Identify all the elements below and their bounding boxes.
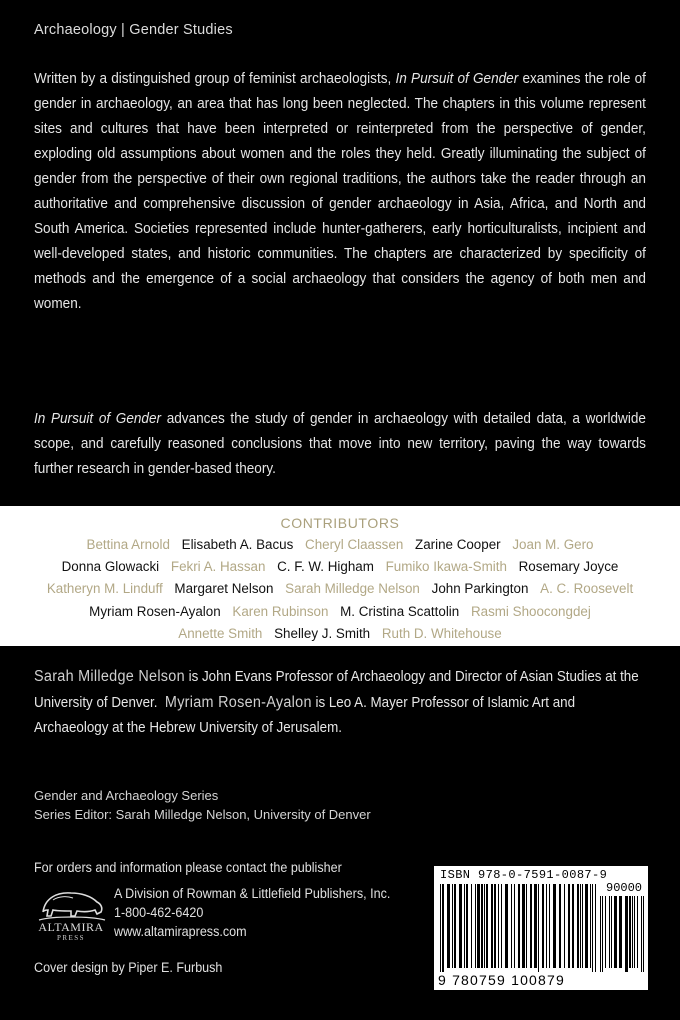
description-paragraph-1: [34, 67, 646, 317]
barcode-bar: [641, 896, 642, 972]
contributor: Myriam Rosen-Ayalon: [89, 603, 221, 619]
barcode-bar: [553, 884, 556, 968]
contributors-row-4: [0, 601, 680, 623]
contributors-row-2: [0, 556, 680, 578]
barcode-bar: [542, 884, 544, 968]
contributor: Ruth D. Whitehouse: [381, 625, 502, 641]
barcode-bar: [486, 884, 488, 968]
barcode-bar: [614, 896, 617, 968]
barcode-bar: [625, 896, 628, 972]
barcode-bar: [471, 884, 472, 968]
barcode-bar: [494, 884, 496, 968]
publisher-info: [114, 884, 390, 941]
barcode-bar: [498, 884, 499, 968]
barcode-bar: [475, 884, 476, 968]
contributor: Zarine Cooper: [415, 537, 501, 552]
publisher-phone: 1-800-462-6420: [114, 905, 204, 920]
contributor: Bettina Arnold: [86, 537, 170, 552]
cover-design-credit: Cover design by Piper E. Furbush: [34, 960, 223, 975]
book-title-italic-2: In Pursuit of Gender: [34, 411, 162, 427]
editors-bio: [34, 664, 648, 741]
contributor: Sarah Milledge Nelson: [285, 581, 420, 597]
contributor: Joan M. Gero: [512, 537, 594, 552]
isbn-number: ISBN 978-0-7591-0087-9: [440, 868, 608, 882]
barcode-bar: [582, 884, 583, 968]
bison-icon: [33, 884, 109, 924]
barcode-bar: [459, 884, 462, 968]
contributor: John Parkington: [431, 581, 529, 597]
description-body: examines the role of gender in archaeology, an area that has long been neglected. The chapters in this volume represent sites and cultures that have been interpreted or reinterpreted from the perspective of gender, exploding old assumptions about women and the roles they held. Greatly illuminating the subject of gender from the perspective of their own regional traditions, the authors take the reader through an authoritative and comprehensive discussion of gender archaeology in Asia, Africa, and North and South America. Societies represented include hunter-gatherers, early horticulturalists, incipient and well-developed states, and historic communities. The chapters are characterized by specificity of methods and the emergence of a social archaeology that considers the agency of both men and women.: [34, 71, 646, 312]
barcode-bar: [501, 884, 502, 968]
barcode-bar: [454, 884, 456, 968]
barcode-bar: [505, 884, 508, 968]
barcode-bar: [518, 884, 520, 968]
barcode-bar: [559, 884, 561, 968]
barcode-bar: [600, 896, 601, 972]
barcode-bar: [605, 896, 606, 968]
category-label: Archaeology | Gender Studies: [34, 22, 233, 38]
barcode-digits: 9 780759 100879: [438, 972, 565, 988]
barcode-bar: [611, 896, 612, 968]
barcode-bar: [564, 884, 565, 968]
barcode-bar: [634, 896, 635, 968]
editor-bio-2: is Leo A. Mayer Professor of Islamic Art and Archaeology at the Hebrew University of Jerusalem.: [34, 695, 576, 736]
barcode-bar: [464, 884, 465, 968]
contributor: Margaret Nelson: [174, 581, 274, 597]
isbn-barcode: [434, 866, 648, 990]
barcode-bar: [530, 884, 532, 968]
barcode-bar: [590, 884, 591, 968]
price-barcode-bars: [600, 896, 644, 972]
contributor: Donna Glowacki: [61, 559, 160, 575]
series-info: [34, 786, 371, 824]
contributor: Fumiko Ikawa-Smith: [385, 559, 507, 575]
contributor: M. Cristina Scattolin: [340, 603, 460, 619]
barcode-bar: [637, 896, 638, 968]
barcode-bar: [629, 896, 631, 968]
publisher-website[interactable]: www.altamirapress.com: [114, 924, 247, 939]
contributor: Cheryl Claassen: [305, 537, 404, 552]
logo-name: ALTAMIRA: [38, 920, 104, 934]
barcode-bar: [572, 884, 574, 968]
description-intro: Written by a distinguished group of feminist archaeologists,: [34, 71, 396, 87]
barcode-bar: [442, 884, 444, 972]
barcode-bar: [619, 896, 622, 968]
logo-sub: PRESS: [56, 934, 86, 942]
barcode-bar: [452, 884, 453, 968]
barcode-bar: [549, 884, 550, 968]
barcode-bar: [585, 884, 588, 968]
contributors-panel: [0, 506, 680, 646]
price-code: 90000: [606, 881, 643, 895]
description-paragraph-2: [34, 407, 646, 482]
barcode-bar: [595, 884, 596, 972]
barcode-bar: [484, 884, 485, 968]
barcode-bar: [592, 884, 593, 972]
orders-text: For orders and information please contact the publisher: [34, 860, 342, 875]
series-name: Gender and Archaeology Series: [34, 788, 219, 803]
barcode-bar: [602, 896, 603, 972]
barcode-bar: [568, 884, 570, 968]
barcode-bar: [466, 884, 468, 968]
barcode-bar: [609, 896, 610, 968]
editor-name-2: Myriam Rosen-Ayalon: [164, 694, 312, 711]
contributor: Annette Smith: [178, 625, 263, 641]
barcode-bar: [440, 884, 441, 972]
book-title-italic: In Pursuit of Gender: [395, 71, 519, 87]
ean-barcode-bars: [440, 884, 596, 972]
series-editor: Series Editor: Sarah Milledge Nelson, University of Denver: [34, 807, 371, 822]
barcode-bar: [522, 884, 525, 968]
contributor: A. C. Roosevelt: [540, 581, 634, 597]
contributor: Katheryn M. Linduff: [46, 581, 163, 597]
description-conclusion: advances the study of gender in archaeology with detailed data, a worldwide scope, and carefully reasoned conclusions that move into new territory, paving the way towards further research in gender-based theory.: [34, 411, 646, 477]
barcode-bar: [534, 884, 537, 968]
contributor: Rasmi Shoocongdej: [470, 603, 591, 619]
barcode-bar: [538, 884, 539, 972]
contributors-title: CONTRIBUTORS: [280, 515, 400, 531]
barcode-bar: [580, 884, 581, 968]
altamira-logo: [33, 884, 109, 946]
barcode-bar: [577, 884, 579, 968]
contributors-row-3: [0, 578, 680, 600]
barcode-bar: [481, 884, 483, 968]
contributor: Elisabeth A. Bacus: [181, 537, 294, 552]
barcode-bar: [643, 896, 644, 972]
contributor: Shelley J. Smith: [274, 625, 371, 641]
barcode-bar: [526, 884, 527, 968]
contributor: Fekri A. Hassan: [170, 559, 266, 575]
barcode-bar: [491, 884, 493, 968]
barcode-bar: [514, 884, 515, 968]
barcode-bar: [477, 884, 480, 968]
editor-name-1: Sarah Milledge Nelson: [34, 668, 185, 685]
contributor: Rosemary Joyce: [518, 559, 619, 575]
contributor: C. F. W. Higham: [277, 559, 374, 575]
barcode-bar: [632, 896, 633, 968]
barcode-bar: [546, 884, 547, 968]
barcode-bar: [511, 884, 512, 968]
contributor: Karen Rubinson: [232, 603, 329, 619]
contributors-row-1: [0, 534, 680, 556]
publisher-division: A Division of Rowman & Littlefield Publishers, Inc.: [114, 886, 391, 901]
contributors-row-5: [0, 623, 680, 645]
barcode-bar: [447, 884, 450, 968]
editor-bio-1: is John Evans Professor of Archaeology and Director of Asian Studies at the University of Denver.: [34, 669, 639, 711]
